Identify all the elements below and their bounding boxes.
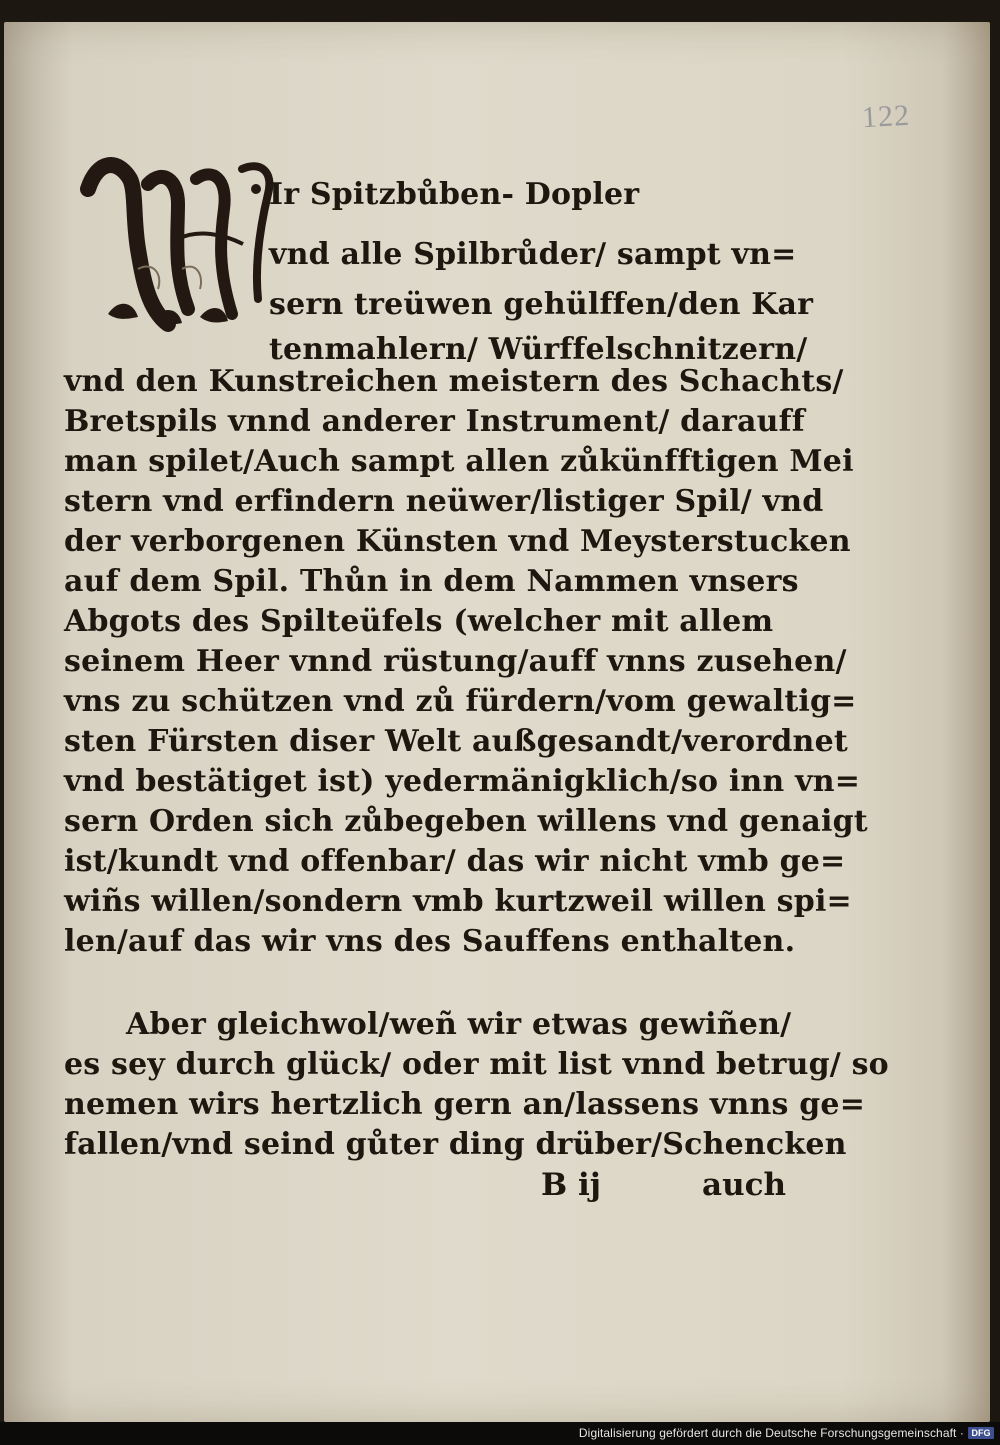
text-line: vnd den Kunstreichen meistern des Schachts/ [64, 364, 844, 399]
decorated-initial [78, 149, 290, 349]
text-line: der verborgenen Künsten vnd Meysterstucken [64, 524, 851, 559]
text-line: wiñs willen/sondern vmb kurtzweil willen spi= [64, 884, 852, 919]
text-line: seinem Heer vnnd rüstung/auff vnns zusehen/ [64, 644, 847, 679]
text-line: fallen/vnd seind gůter ding drüber/Schencken [64, 1127, 847, 1162]
footer-bar [0, 1422, 1000, 1445]
text-line: len/auf das wir vns des Sauffens enthalten. [64, 924, 796, 959]
text-line: sern Orden sich zůbegeben willens vnd genaigt [64, 804, 868, 839]
text-line: ist/kundt vnd offenbar/ das wir nicht vmb ge= [64, 844, 846, 879]
text-line: vnd bestätiget ist) yedermänigklich/so inn vn= [64, 764, 861, 799]
text-line: sern treüwen gehülffen/den Kar [269, 287, 814, 322]
signature-mark: B ij [541, 1167, 601, 1203]
text-line: es sey durch glück/ oder mit list vnnd betrug/ so [64, 1047, 889, 1082]
text-line: Abgots des Spilteüfels (welcher mit allem [64, 604, 774, 639]
folio-number: 122 [861, 98, 911, 135]
decorated-initial-graphic [78, 149, 290, 349]
text-line: Bretspils vnnd anderer Instrument/ darauff [64, 404, 805, 439]
text-line: vnd alle Spilbrůder/ sampt vn= [269, 237, 797, 272]
text-line: nemen wirs hertzlich gern an/lassens vnns ge= [64, 1087, 866, 1122]
text-line: stern vnd erfindern neüwer/listiger Spil/ vnd [64, 484, 824, 519]
book-page [4, 22, 990, 1422]
text-line: man spilet/Auch sampt allen zůkünfftigen Mei [64, 444, 854, 479]
text-line: Ir Spitzbůben- Dopler [269, 177, 640, 212]
catchword-line [64, 1165, 804, 1209]
text-line: tenmahlern/ Würffelschnitzern/ [269, 332, 808, 367]
text-line: Aber gleichwol/weñ wir etwas gewiñen/ [126, 1007, 792, 1042]
funding-credit: Digitalisierung gefördert durch die Deutsche Forschungsgemeinschaft · [578, 1426, 964, 1440]
text-line: auf dem Spil. Thůn in dem Nammen vnsers [64, 564, 799, 599]
text-line: sten Fürsten diser Welt außgesandt/verordnet [64, 724, 848, 759]
dfg-logo: DFG [968, 1427, 994, 1439]
text-line: vns zu schützen vnd zů fürdern/vom gewaltig= [64, 684, 857, 719]
catchword: auch [702, 1167, 787, 1203]
